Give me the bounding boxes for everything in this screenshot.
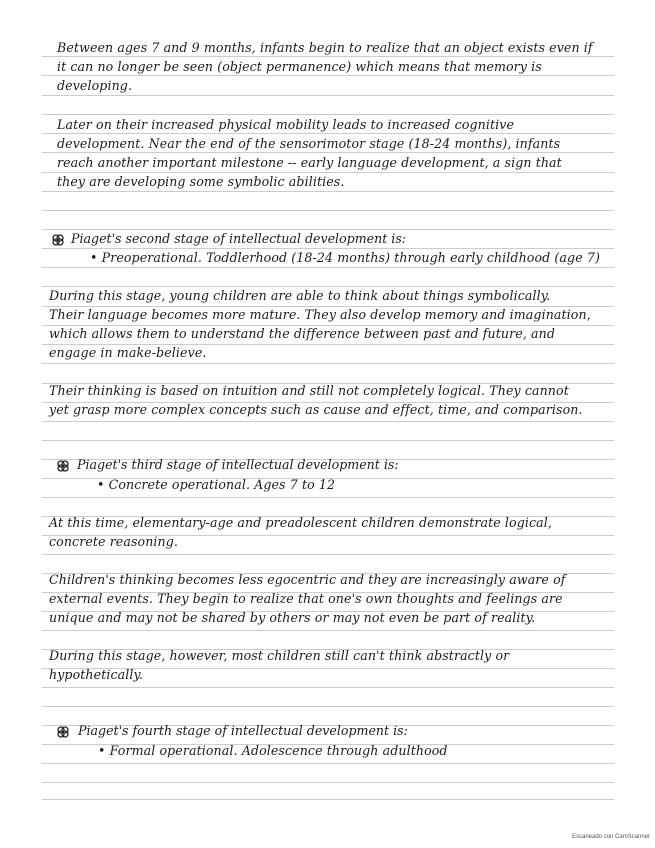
paragraph-7-line: hypothetically. — [49, 667, 144, 682]
stage-3-heading: Piaget's third stage of intellectual development is: — [77, 457, 399, 472]
ruled-line — [42, 210, 614, 211]
paragraph-5-line: concrete reasoning. — [49, 534, 179, 549]
paragraph-6-line: external events. They begin to realize that one's own thoughts and feelings are — [49, 591, 563, 606]
ruled-line — [42, 56, 614, 57]
stage-4-bullet: • Formal operational. Adolescence through adulthood — [98, 743, 448, 758]
ruled-line — [42, 706, 614, 707]
paragraph-2-line: reach another important milestone -- early language development, a sign that — [57, 155, 562, 170]
ruled-line — [42, 286, 614, 287]
ruled-line — [42, 497, 614, 498]
paragraph-3-line: which allows them to understand the difference between past and future, and — [49, 326, 556, 341]
stage-3-bullet: • Concrete operational. Ages 7 to 12 — [97, 477, 336, 492]
ruled-line — [42, 152, 614, 153]
ruled-line — [42, 75, 614, 76]
ruled-line — [42, 267, 614, 268]
ruled-line — [42, 630, 614, 631]
scanner-watermark: Escaneado con CamScanner — [572, 834, 651, 840]
paragraph-3-line: Their language becomes more mature. They also develop memory and imagination, — [49, 307, 591, 322]
paragraph-5-line: At this time, elementary-age and preadolescent children demonstrate logical, — [49, 515, 552, 530]
stage-4-heading: Piaget's fourth stage of intellectual development is: — [78, 723, 408, 738]
paragraph-7-line: During this stage, however, most children still can't think abstractly or — [49, 648, 510, 663]
paragraph-4-line: yet grasp more complex concepts such as cause and effect, time, and comparison. — [49, 402, 583, 417]
ruled-line — [42, 799, 614, 800]
ruled-line — [42, 95, 614, 96]
ruled-line — [42, 172, 614, 173]
flower-bullet-icon — [56, 725, 70, 739]
ruled-line — [42, 114, 614, 115]
paragraph-1-line: it can no longer be seen (object permanence) which means that memory is — [57, 59, 542, 74]
paragraph-2-line: development. Near the end of the sensorimotor stage (18-24 months), infants — [57, 136, 561, 151]
paragraph-1-line: developing. — [57, 78, 133, 93]
ruled-line — [42, 687, 614, 688]
paragraph-2-line: Later on their increased physical mobility leads to increased cognitive — [57, 117, 515, 132]
flower-bullet-icon — [51, 233, 65, 247]
stage-2-heading: Piaget's second stage of intellectual development is: — [71, 231, 407, 246]
paragraph-2-line: they are developing some symbolic abilities. — [57, 174, 345, 189]
paragraph-6-line: unique and may not be shared by others or may not even be part of reality. — [49, 610, 536, 625]
ruled-line — [42, 440, 614, 441]
stage-2-bullet: • Preoperational. Toddlerhood (18-24 months) through early childhood (age 7) — [90, 250, 600, 265]
paragraph-3-line: During this stage, young children are able to think about things symbolically. — [49, 288, 551, 303]
ruled-line — [42, 554, 614, 555]
ruled-line — [42, 191, 614, 192]
paragraph-1-line: Between ages 7 and 9 months, infants begin to realize that an object exists even if — [57, 40, 593, 55]
flower-bullet-icon — [56, 459, 70, 473]
ruled-line — [42, 248, 614, 249]
ruled-line — [42, 782, 614, 783]
ruled-line — [42, 421, 614, 422]
paragraph-6-line: Children's thinking becomes less egocentric and they are increasingly aware of — [49, 572, 566, 587]
ruled-line — [42, 763, 614, 764]
ruled-line — [42, 363, 614, 364]
ruled-line — [42, 229, 614, 230]
paragraph-3-line: engage in make-believe. — [49, 345, 207, 360]
paragraph-4-line: Their thinking is based on intuition and still not completely logical. They cannot — [49, 383, 569, 398]
ruled-line — [42, 133, 614, 134]
